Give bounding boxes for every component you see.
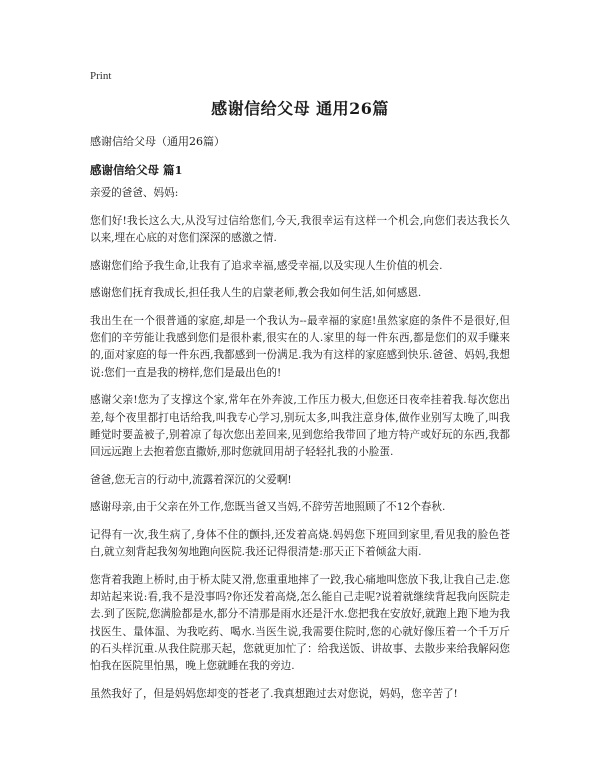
- body-paragraph: 感谢您们给予我生命,让我有了追求幸福,感受幸福,以及实现人生价值的机会.: [90, 259, 443, 272]
- body-paragraph: 虽然我好了，但是妈妈您却变的苍老了.我真想跑过去对您说，妈妈，您辛苦了!: [90, 687, 458, 700]
- section-heading: 感谢信给父母 篇1: [90, 163, 183, 177]
- body-paragraph: 感谢母亲,由于父亲在外工作,您既当爸又当妈,不辞劳苦地照顾了不12个春秋.: [90, 501, 446, 514]
- document-subtitle: 感谢信给父母（通用26篇）: [90, 135, 225, 148]
- body-paragraph: 感谢您们抚育我成长,担任我人生的启蒙老师,教会我如何生活,如何感恩.: [90, 287, 422, 300]
- print-link[interactable]: Print: [90, 70, 112, 82]
- body-paragraph: 我出生在一个很普通的家庭,却是一个我认为--最幸福的家庭!虽然家庭的条件不是很好,但您们的辛劳能让我感到您们是很朴素,很实在的人.家里的每一件东西,都是您们的双手赚来的,面对家庭的每一件东西,我都感到一份满足.我为有这样的家庭感到快乐.爸爸、妈妈,我想说:您们一直是我的榜样,您们是最出色的!: [90, 315, 510, 379]
- body-paragraph: 感谢父亲!您为了支撑这个家,常年在外奔波,工作压力极大,但您还日夜牵挂着我.每次您出差,每个夜里都打电话给我,叫我专心学习,别玩太多,叫我注意身体,做作业别写太晚了,叫我睡觉时要盖被子,别着凉了每次您出差回来,见到您给我带回了地方特产或好玩的东西,我都回远远跑上去抱着您直撒娇,那时您就回用胡子轻轻扎我的小脸蛋.: [90, 394, 510, 458]
- body-paragraph: 爸爸,您无言的行动中,流露着深沉的父爱啊!: [90, 473, 292, 486]
- body-paragraph: 您背着我跑上桥时,由于桥太陡又滑,您重重地摔了一跤,我心痛地叫您放下我,让我自己走.您却站起来说:看,我不是没事吗?你还发着高烧,怎么能自己走呢?说着就继续背起我向医院走去.到了医院,您满脸都是水,都分不清那是雨水还是汗水.您把我在安放好,就跑上跑下地为我找医生、量体温、为我吃药、喝水.当医生说,我需要住院时,您的心就好像压着一个千万斤的石头样沉重.从我住院那天起，您就更加忙了：给我送饭、讲故事、去散步来给我解闷您怕我在医院里怕黑，晚上您就睡在我的旁边.: [90, 573, 510, 672]
- body-paragraph: 您们好!我长这么大,从没写过信给您们,今天,我很幸运有这样一个机会,向您们表达我长久以来,埋在心底的对您们深深的感激之情.: [90, 214, 510, 244]
- body-paragraph: 记得有一次,我生病了,身体不住的颤抖,还发着高烧.妈妈您下班回到家里,看见我的脸色苍白,就立刻背起我匆匆地跑向医院.我还记得很清楚:那天正下着倾盆大雨.: [90, 529, 510, 559]
- document-title: 感谢信给父母 通用26篇: [211, 99, 389, 118]
- greeting-paragraph: 亲爱的爸爸、妈妈:: [90, 187, 179, 199]
- letter-body: [90, 185, 510, 713]
